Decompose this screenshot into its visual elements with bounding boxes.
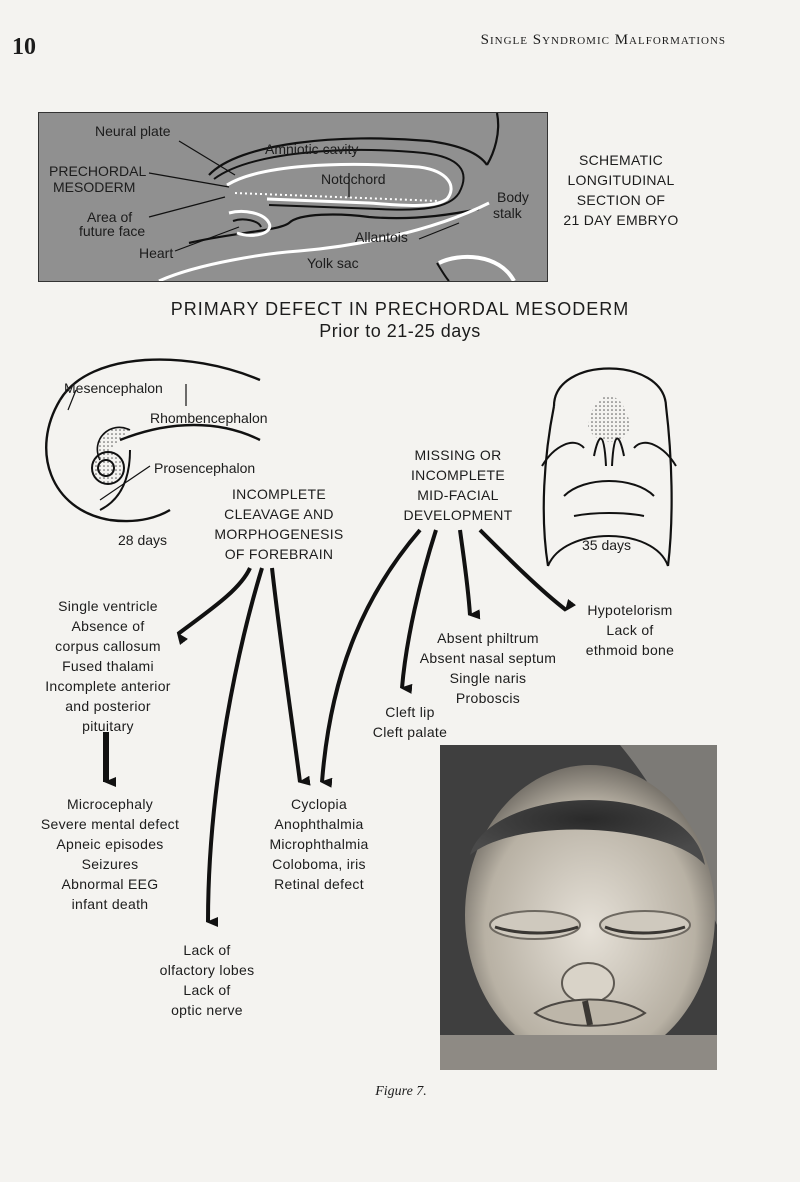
- arrow-to-philtrum: [460, 530, 470, 615]
- cleft-outcomes: [360, 702, 460, 742]
- figure-caption: Figure 7.: [375, 1084, 427, 1099]
- outcome-item: Seizures: [81, 856, 139, 872]
- schematic-title-line: LONGITUDINAL: [567, 172, 675, 188]
- page-number: 10: [12, 34, 36, 60]
- outcome-item: Fused thalami: [62, 658, 154, 674]
- cyclopia-outcomes: [254, 794, 384, 894]
- outcome-item: Retinal defect: [274, 876, 364, 892]
- forebrain-line: CLEAVAGE AND: [224, 506, 334, 522]
- label-body: Body: [497, 189, 529, 205]
- outcome-item: Proboscis: [455, 690, 521, 706]
- label-neural-plate: Neural plate: [95, 123, 171, 139]
- schematic-title-line: 21 DAY EMBRYO: [563, 212, 679, 228]
- label-mesencephalon: Mesencephalon: [64, 380, 163, 396]
- outcome-item: Incomplete anterior: [45, 678, 171, 694]
- outcome-item: Coloboma, iris: [272, 856, 366, 872]
- outcome-item: Lack of: [183, 982, 231, 998]
- outcome-item: pituitary: [82, 718, 134, 734]
- outcome-item: and posterior: [65, 698, 151, 714]
- label-mesoderm: MESODERM: [53, 179, 136, 195]
- outcome-item: corpus callosum: [55, 638, 161, 654]
- outcome-item: Absent philtrum: [437, 630, 539, 646]
- outcome-item: Abnormal EEG: [61, 876, 159, 892]
- outcome-item: ethmoid bone: [585, 642, 675, 658]
- outcome-item: Cleft lip: [385, 704, 435, 720]
- microcephaly-outcomes: [30, 794, 190, 914]
- label-heart: Heart: [139, 245, 174, 261]
- hypotelorism-outcomes: [572, 600, 688, 660]
- forebrain-line: INCOMPLETE: [231, 486, 326, 502]
- label-35-days: 35 days: [582, 537, 632, 553]
- philtrum-outcomes: [418, 628, 558, 708]
- midfacial-line: MISSING OR: [414, 447, 502, 463]
- outcome-item: Anophthalmia: [274, 816, 364, 832]
- outcome-item: Hypotelorism: [587, 602, 673, 618]
- outcome-item: Microcephaly: [66, 796, 154, 812]
- label-yolk-sac: Yolk sac: [307, 255, 359, 271]
- forebrain-line: MORPHOGENESIS: [214, 526, 344, 542]
- outcome-item: Single ventricle: [58, 598, 158, 614]
- schematic-title-line: SCHEMATIC: [578, 152, 664, 168]
- label-prosencephalon: Prosencephalon: [154, 460, 256, 476]
- infant-face-image: [440, 745, 717, 1070]
- outcome-item: Absence of: [71, 618, 145, 634]
- label-prechordal: PRECHORDAL: [49, 163, 147, 179]
- label-stalk: stalk: [493, 205, 522, 221]
- label-notochord: Notochord: [321, 171, 386, 187]
- arrow-to-cyclopia-left: [272, 568, 300, 782]
- running-head: Single Syndromic Malformations: [480, 32, 726, 48]
- outcome-item: optic nerve: [171, 1002, 243, 1018]
- label-rhombencephalon: Rhombencephalon: [150, 410, 268, 426]
- ventricle-outcomes: [28, 596, 188, 736]
- outcome-item: olfactory lobes: [159, 962, 255, 978]
- schematic-title-line: SECTION OF: [576, 192, 666, 208]
- midfacial-line: INCOMPLETE: [410, 467, 505, 483]
- headline-primary-defect: PRIMARY DEFECT IN PRECHORDAL MESODERM: [170, 299, 630, 319]
- outcome-item: infant death: [71, 896, 149, 912]
- midfacial-line: MID-FACIAL: [417, 487, 499, 503]
- outcome-item: Microphthalmia: [269, 836, 369, 852]
- outcome-item: Severe mental defect: [40, 816, 180, 832]
- label-amniotic-cavity: Amniotic cavity: [265, 141, 359, 157]
- label-area-of: Area of: [87, 209, 133, 225]
- headline-timing: Prior to 21-25 days: [319, 321, 481, 341]
- outcome-item: Cyclopia: [290, 796, 348, 812]
- label-allantois: Allantois: [355, 229, 408, 245]
- outcome-item: Cleft palate: [372, 724, 448, 740]
- outcome-item: Lack of: [183, 942, 231, 958]
- outcome-item: Lack of: [606, 622, 654, 638]
- outcome-item: Single naris: [449, 670, 527, 686]
- label-28-days: 28 days: [118, 532, 168, 548]
- olfactory-outcomes: [142, 940, 272, 1020]
- forebrain-line: OF FOREBRAIN: [224, 546, 334, 562]
- outcome-item: Absent nasal septum: [419, 650, 557, 666]
- arrow-to-ventricle: [178, 568, 250, 634]
- label-future-face: future face: [79, 223, 146, 239]
- arrow-to-hypotelorism: [480, 530, 566, 610]
- midfacial-line: DEVELOPMENT: [403, 507, 513, 523]
- infant-photograph: [440, 745, 717, 1070]
- outcome-item: Apneic episodes: [56, 836, 164, 852]
